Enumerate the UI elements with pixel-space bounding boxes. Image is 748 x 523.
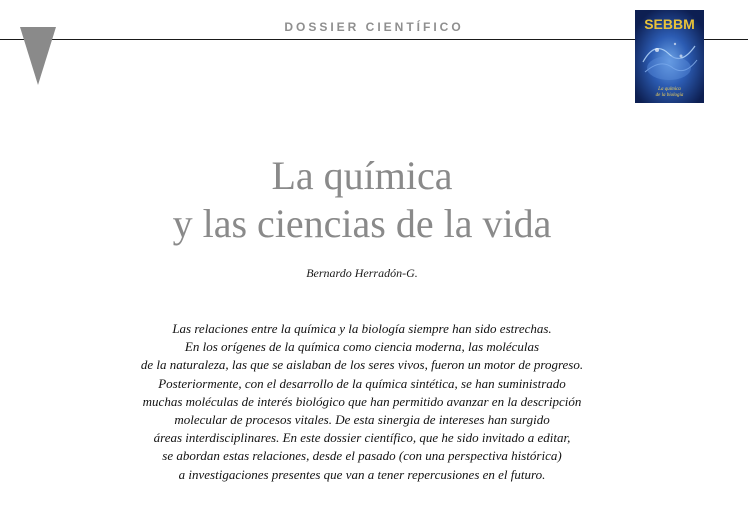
title-line: y las ciencias de la vida — [172, 201, 552, 246]
triangle-marker-icon — [20, 27, 56, 85]
abstract-line: muchas moléculas de interés biológico que han permitido avanzar en la descripción — [142, 393, 582, 409]
abstract-line: Las relaciones entre la química y la biología siempre han sido estrechas. — [172, 321, 552, 336]
cover-subtitle-line1: La química — [658, 87, 681, 92]
cover-artwork — [635, 10, 704, 103]
abstract-line: de la naturaleza, las que se aislaban de los seres vivos, fueron un motor de progreso. — [140, 357, 584, 373]
abstract-line: áreas interdisciplinares. En este dossier científico, que he sido invitado a editar, — [153, 430, 571, 446]
abstract-line: Posteriormente, con el desarrollo de la química sintética, se han suministrado — [158, 375, 566, 391]
cover-brand: SEBBM — [644, 16, 695, 32]
abstract-line: molecular de procesos vitales. De esta sinergia de intereses han surgido — [174, 412, 550, 428]
article-author: Bernardo Herradón-G. — [306, 266, 418, 280]
magazine-cover-thumbnail[interactable] — [635, 10, 704, 103]
article-title — [0, 152, 724, 248]
cover-subtitle-line2: de la biología — [655, 93, 684, 98]
title-line: La química — [271, 153, 453, 198]
abstract-line: a investigaciones presentes que van a tener repercusiones en el futuro. — [178, 466, 546, 482]
section-label: DOSSIER CIENTÍFICO — [284, 20, 464, 34]
article-abstract — [0, 320, 724, 484]
abstract-line: En los orígenes de la química como ciencia moderna, las moléculas — [184, 339, 540, 355]
abstract-line: se abordan estas relaciones, desde el pasado (con una perspectiva histórica) — [162, 448, 562, 464]
